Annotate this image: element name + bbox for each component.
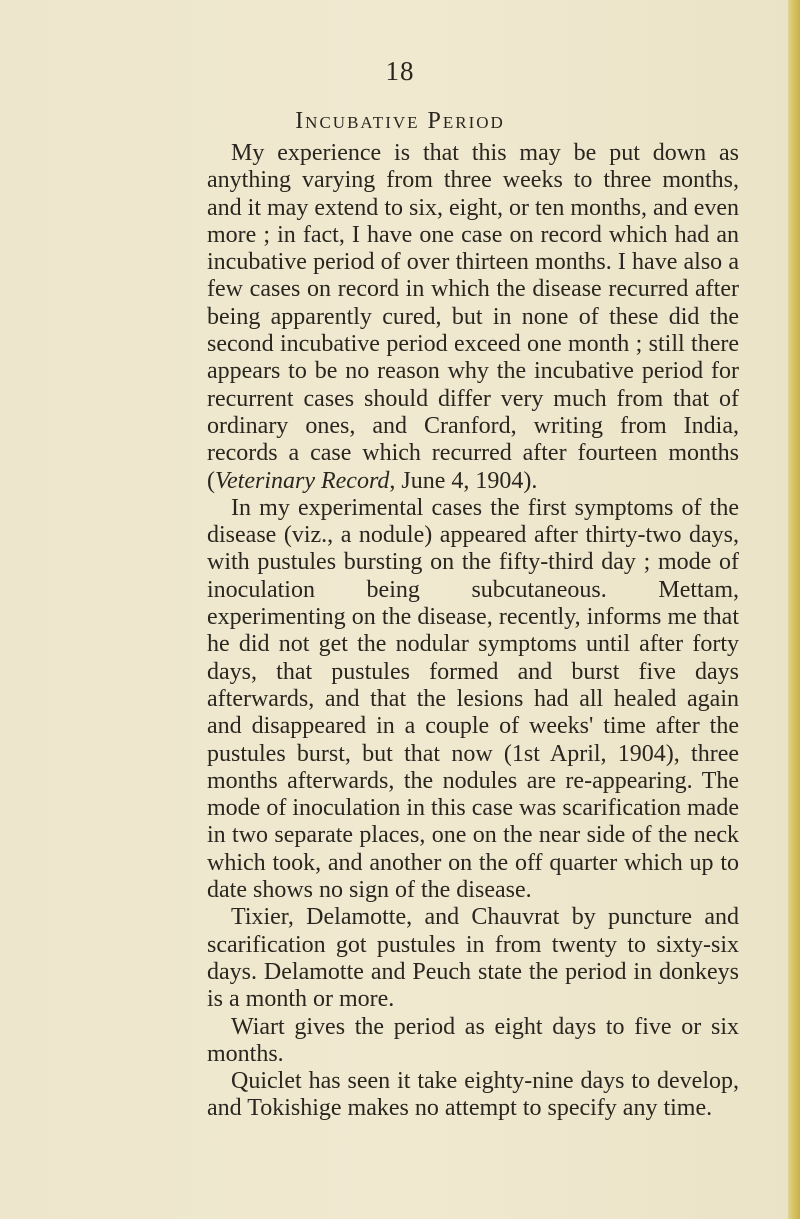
page-number: 18 (385, 56, 415, 86)
paragraph-1 (207, 140, 739, 495)
body-text (207, 140, 739, 1123)
paragraph-3: Tixier, Delamotte, and Chauvrat by puncture and scarification got pustules in from twenty to sixty-six days. Delamotte and Peuch state the period in donkeys is a month or more. (207, 904, 739, 1013)
page-edge-border (788, 0, 800, 1219)
section-heading: Incubative Period (295, 108, 505, 134)
paragraph-2: In my experimental cases the first symptoms of the disease (viz., a nodule) appeared after thirty-two days, with pustules bursting on the fifty-third day ; mode of inoculation being subcutaneous. Mettam, experimenting on the disease, recently, informs me that he did not get the nodular symptoms until after forty days, that pustules formed and burst five days afterwards, and that the lesions had all healed again and disappeared in a couple of weeks' time after the pustules burst, but that now (1st April, 1904), three months afterwards, the nodules are re-appearing. The mode of inoculation in this case was scarification made in two separate places, one on the near side of the neck which took, and another on the off quarter which up to date shows no sign of the disease. (207, 494, 739, 904)
journal-title: Veterinary Record (215, 467, 390, 494)
paragraph-4: Wiart gives the period as eight days to five or six months. (207, 1013, 739, 1067)
paragraph-5: Quiclet has seen it take eighty-nine days to develop, and Tokishige makes no attempt to specify any time. (207, 1068, 739, 1122)
paragraph-1-citation: , June 4, 1904). (389, 467, 538, 494)
paragraph-1-text: My experience is that this may be put down as anything varying from three weeks to three months, and it may extend to six, eight, or ten months, and even more ; in fact, I have one case on record which had an incubative period of over thirteen months. I have also a few cases on record in which the disease recurred after being apparently cured, but in none of these did the second incubative period exceed one month ; still there appears to be no reason why the incubative period for recurrent cases should differ very much from that of ordinary ones, and Cranford, writing from India, records a case which recurred after fourteen months ( (207, 140, 739, 494)
